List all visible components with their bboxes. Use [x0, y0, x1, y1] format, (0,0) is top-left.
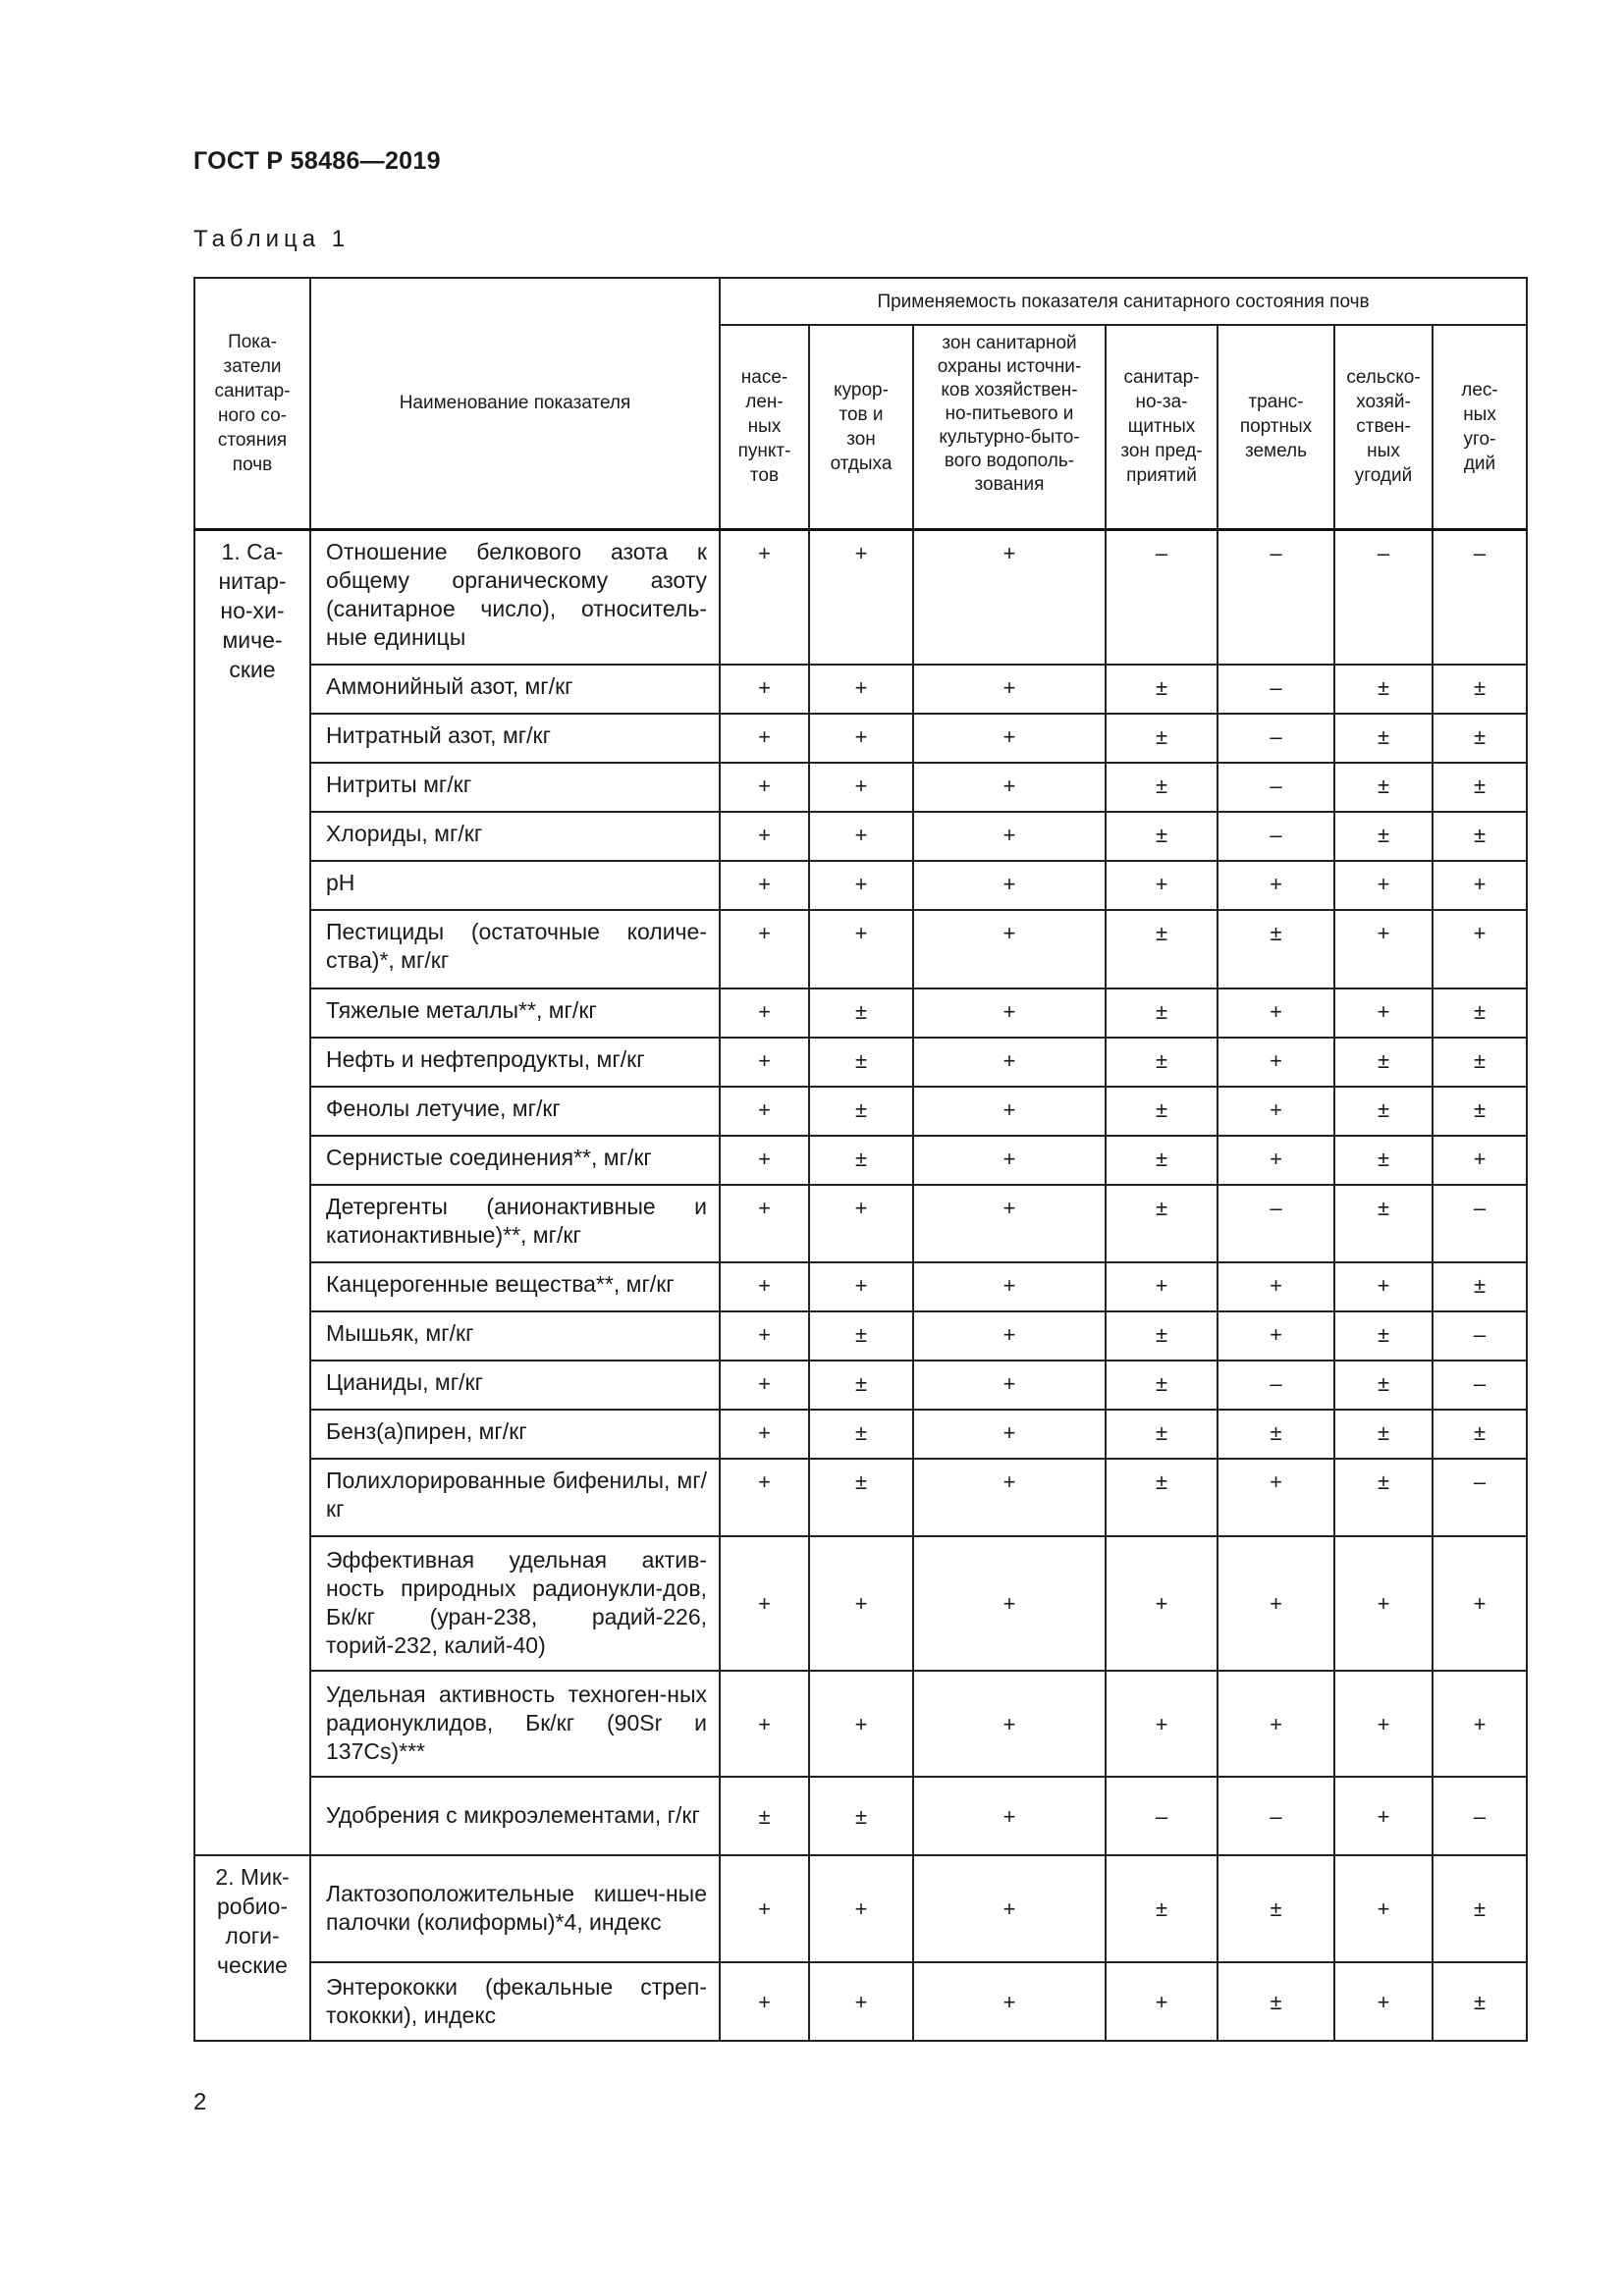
- applicability-cell: +: [720, 861, 809, 910]
- table-row: [194, 1962, 1527, 2041]
- indicator-name: pH: [310, 861, 720, 910]
- applicability-cell: +: [809, 763, 913, 812]
- table-row: [194, 988, 1527, 1038]
- indicator-name: Сернистые соединения**, мг/кг: [310, 1136, 720, 1185]
- applicability-cell: ±: [1218, 1855, 1334, 1962]
- header-sub-5: сельско- хозяй- ствен- ных угодий: [1334, 325, 1433, 529]
- applicability-cell: ±: [1433, 1087, 1527, 1136]
- applicability-cell: ±: [809, 1136, 913, 1185]
- applicability-cell: +: [1334, 1262, 1433, 1311]
- applicability-cell: ±: [1433, 988, 1527, 1038]
- applicability-cell: ±: [1106, 1855, 1218, 1962]
- group-label: 2. Мик- робио- логи- ческие: [194, 1855, 310, 2041]
- indicator-name: Нитриты мг/кг: [310, 763, 720, 812]
- applicability-cell: +: [913, 1311, 1106, 1361]
- applicability-cell: ±: [1433, 714, 1527, 763]
- applicability-cell: ±: [809, 1459, 913, 1536]
- applicability-cell: +: [913, 812, 1106, 861]
- applicability-cell: ±: [1334, 714, 1433, 763]
- page-number: 2: [193, 2089, 207, 2115]
- document-code: ГОСТ Р 58486—2019: [193, 147, 441, 175]
- applicability-cell: +: [809, 1855, 913, 1962]
- applicability-cell: ±: [809, 988, 913, 1038]
- applicability-cell: ±: [809, 1311, 913, 1361]
- applicability-cell: ±: [1334, 1459, 1433, 1536]
- applicability-cell: +: [720, 1671, 809, 1777]
- applicability-cell: ±: [1433, 763, 1527, 812]
- indicator-name: Нитратный азот, мг/кг: [310, 714, 720, 763]
- applicability-cell: ±: [1334, 1136, 1433, 1185]
- table-row: [194, 910, 1527, 988]
- applicability-cell: +: [913, 1038, 1106, 1087]
- applicability-cell: +: [1218, 1136, 1334, 1185]
- table-row: [194, 1136, 1527, 1185]
- applicability-cell: –: [1106, 529, 1218, 665]
- applicability-cell: ±: [1334, 1185, 1433, 1262]
- applicability-cell: –: [1433, 1361, 1527, 1410]
- applicability-cell: +: [809, 1262, 913, 1311]
- applicability-cell: +: [809, 1536, 913, 1671]
- applicability-cell: ±: [1433, 1410, 1527, 1459]
- applicability-cell: ±: [1218, 1410, 1334, 1459]
- applicability-cell: +: [1106, 1262, 1218, 1311]
- applicability-cell: ±: [1106, 988, 1218, 1038]
- table-row: [194, 1262, 1527, 1311]
- indicator-name: Хлориды, мг/кг: [310, 812, 720, 861]
- applicability-cell: +: [1334, 1777, 1433, 1855]
- table-row: [194, 665, 1527, 714]
- applicability-cell: ±: [1334, 1410, 1433, 1459]
- indicator-name: Канцерогенные вещества**, мг/кг: [310, 1262, 720, 1311]
- indicator-name: Аммонийный азот, мг/кг: [310, 665, 720, 714]
- applicability-cell: +: [1106, 1671, 1218, 1777]
- indicator-name: Эффективная удельная актив-ность природных радионукли-дов, Бк/кг (уран-238, радий-226, торий-232, калий-40): [310, 1536, 720, 1671]
- applicability-cell: +: [1334, 988, 1433, 1038]
- table-row: [194, 714, 1527, 763]
- applicability-cell: +: [1433, 1136, 1527, 1185]
- applicability-cell: ±: [1334, 812, 1433, 861]
- indicator-name: Цианиды, мг/кг: [310, 1361, 720, 1410]
- applicability-cell: +: [913, 1262, 1106, 1311]
- applicability-cell: –: [1106, 1777, 1218, 1855]
- applicability-cell: –: [1218, 714, 1334, 763]
- applicability-cell: +: [1334, 1855, 1433, 1962]
- applicability-cell: +: [720, 1962, 809, 2041]
- applicability-cell: ±: [1433, 1038, 1527, 1087]
- applicability-cell: +: [720, 812, 809, 861]
- table-row: [194, 763, 1527, 812]
- applicability-cell: +: [913, 1536, 1106, 1671]
- applicability-cell: +: [809, 665, 913, 714]
- header-applicability: Применяемость показателя санитарного состояния почв: [720, 278, 1527, 325]
- applicability-cell: +: [720, 1410, 809, 1459]
- applicability-cell: +: [1106, 861, 1218, 910]
- header-name-col: Наименование показателя: [310, 278, 720, 529]
- applicability-cell: ±: [1218, 1962, 1334, 2041]
- applicability-cell: +: [913, 1962, 1106, 2041]
- applicability-cell: +: [913, 665, 1106, 714]
- applicability-cell: +: [1218, 1671, 1334, 1777]
- applicability-cell: ±: [1106, 812, 1218, 861]
- applicability-cell: –: [1218, 1185, 1334, 1262]
- header-sub-1: курор- тов и зон отдыха: [809, 325, 913, 529]
- applicability-cell: ±: [809, 1410, 913, 1459]
- indicator-name: Лактозоположительные кишеч-ные палочки (колиформы)*4, индекс: [310, 1855, 720, 1962]
- applicability-cell: –: [1218, 812, 1334, 861]
- applicability-cell: +: [809, 861, 913, 910]
- indicator-name: Полихлорированные бифенилы, мг/кг: [310, 1459, 720, 1536]
- applicability-cell: +: [720, 1136, 809, 1185]
- applicability-cell: –: [1433, 1185, 1527, 1262]
- applicability-cell: +: [720, 1459, 809, 1536]
- applicability-cell: +: [809, 1671, 913, 1777]
- applicability-cell: +: [1218, 1459, 1334, 1536]
- applicability-cell: ±: [1106, 910, 1218, 988]
- applicability-cell: ±: [809, 1038, 913, 1087]
- applicability-cell: ±: [1334, 665, 1433, 714]
- table-row: [194, 1311, 1527, 1361]
- applicability-cell: +: [913, 988, 1106, 1038]
- applicability-cell: ±: [1433, 665, 1527, 714]
- applicability-cell: ±: [1433, 812, 1527, 861]
- applicability-cell: +: [1334, 1536, 1433, 1671]
- applicability-cell: ±: [1433, 1962, 1527, 2041]
- table-caption: Таблица 1: [193, 226, 351, 252]
- applicability-cell: +: [1433, 1536, 1527, 1671]
- applicability-cell: +: [913, 1087, 1106, 1136]
- applicability-cell: +: [913, 861, 1106, 910]
- applicability-cell: ±: [809, 1777, 913, 1855]
- applicability-cell: +: [913, 1855, 1106, 1962]
- applicability-cell: ±: [1433, 1262, 1527, 1311]
- applicability-cell: +: [720, 1536, 809, 1671]
- applicability-cell: +: [720, 1087, 809, 1136]
- applicability-cell: ±: [1334, 763, 1433, 812]
- applicability-cell: +: [1218, 861, 1334, 910]
- applicability-cell: ±: [1106, 763, 1218, 812]
- applicability-cell: +: [809, 1185, 913, 1262]
- applicability-cell: –: [1433, 1311, 1527, 1361]
- applicability-cell: +: [913, 1777, 1106, 1855]
- table-row: [194, 1671, 1527, 1777]
- applicability-cell: –: [1433, 1459, 1527, 1536]
- applicability-cell: ±: [1334, 1038, 1433, 1087]
- header-sub-3: санитар- но-за- щитных зон пред- приятий: [1106, 325, 1218, 529]
- applicability-cell: +: [809, 529, 913, 665]
- applicability-cell: –: [1218, 529, 1334, 665]
- applicability-cell: +: [720, 988, 809, 1038]
- applicability-cell: ±: [1106, 714, 1218, 763]
- table-row: [194, 1087, 1527, 1136]
- applicability-cell: +: [913, 910, 1106, 988]
- applicability-cell: ±: [1334, 1361, 1433, 1410]
- applicability-cell: –: [1218, 763, 1334, 812]
- applicability-cell: ±: [1334, 1087, 1433, 1136]
- applicability-cell: +: [720, 1262, 809, 1311]
- applicability-cell: +: [720, 529, 809, 665]
- applicability-cell: +: [809, 714, 913, 763]
- indicator-name: Тяжелые металлы**, мг/кг: [310, 988, 720, 1038]
- applicability-cell: –: [1218, 665, 1334, 714]
- applicability-cell: +: [720, 1361, 809, 1410]
- applicability-cell: +: [809, 910, 913, 988]
- header-sub-6: лес- ных уго- дий: [1433, 325, 1527, 529]
- applicability-cell: +: [913, 1671, 1106, 1777]
- applicability-cell: ±: [1334, 1311, 1433, 1361]
- applicability-cell: +: [913, 1410, 1106, 1459]
- table-row: [194, 1185, 1527, 1262]
- applicability-cell: +: [720, 714, 809, 763]
- applicability-cell: ±: [1106, 1361, 1218, 1410]
- applicability-cell: +: [1334, 910, 1433, 988]
- applicability-cell: +: [720, 1855, 809, 1962]
- table-row: [194, 1777, 1527, 1855]
- header-sub-2: зон санитарной охраны источни- ков хозяйствен- но-питьевого и культурно-быто- вого водополь- зования: [913, 325, 1106, 529]
- indicator-name: Удобрения с микроэлементами, г/кг: [310, 1777, 720, 1855]
- table-row: [194, 1038, 1527, 1087]
- indicator-name: Мышьяк, мг/кг: [310, 1311, 720, 1361]
- applicability-cell: +: [1218, 1038, 1334, 1087]
- applicability-cell: +: [720, 665, 809, 714]
- applicability-cell: +: [913, 529, 1106, 665]
- applicability-cell: +: [1218, 1311, 1334, 1361]
- applicability-cell: +: [913, 1185, 1106, 1262]
- group-label: 1. Са- нитар- но-хи- миче- ские: [194, 529, 310, 1855]
- applicability-cell: +: [1218, 1262, 1334, 1311]
- applicability-cell: +: [720, 1311, 809, 1361]
- indicator-name: Детергенты (анионактивные и катионактивные)**, мг/кг: [310, 1185, 720, 1262]
- applicability-cell: +: [913, 1136, 1106, 1185]
- header-sub-0: насе- лен- ных пункт- тов: [720, 325, 809, 529]
- applicability-cell: +: [809, 1962, 913, 2041]
- applicability-cell: ±: [1106, 1038, 1218, 1087]
- applicability-table: [193, 277, 1528, 2042]
- header-sub-4: транс- портных земель: [1218, 325, 1334, 529]
- applicability-cell: ±: [1106, 1087, 1218, 1136]
- applicability-cell: +: [1218, 1087, 1334, 1136]
- applicability-cell: +: [1334, 1962, 1433, 2041]
- applicability-cell: +: [913, 1459, 1106, 1536]
- table-row: [194, 1855, 1527, 1962]
- table-row: [194, 812, 1527, 861]
- indicator-name: Удельная активность техноген-ных радионуклидов, Бк/кг (90Sr и 137Cs)***: [310, 1671, 720, 1777]
- table-row: [194, 1361, 1527, 1410]
- table-row: [194, 1536, 1527, 1671]
- applicability-cell: +: [1218, 988, 1334, 1038]
- applicability-cell: –: [1433, 529, 1527, 665]
- applicability-cell: +: [913, 763, 1106, 812]
- applicability-cell: ±: [1106, 665, 1218, 714]
- applicability-cell: –: [1433, 1777, 1527, 1855]
- applicability-cell: ±: [1106, 1459, 1218, 1536]
- indicator-name: Фенолы летучие, мг/кг: [310, 1087, 720, 1136]
- applicability-cell: +: [1218, 1536, 1334, 1671]
- indicator-name: Отношение белкового азота к общему органическому азоту (санитарное число), относитель-ные единицы: [310, 529, 720, 665]
- applicability-cell: +: [720, 1038, 809, 1087]
- applicability-cell: ±: [1218, 910, 1334, 988]
- applicability-cell: –: [1218, 1361, 1334, 1410]
- applicability-cell: +: [720, 1185, 809, 1262]
- table-row: [194, 861, 1527, 910]
- table-row: [194, 1410, 1527, 1459]
- applicability-cell: ±: [809, 1361, 913, 1410]
- table-row: [194, 529, 1527, 665]
- applicability-cell: +: [1433, 1671, 1527, 1777]
- applicability-cell: +: [1106, 1536, 1218, 1671]
- applicability-cell: +: [1106, 1962, 1218, 2041]
- applicability-cell: –: [1334, 529, 1433, 665]
- indicator-name: Энтерококки (фекальные стреп-тококки), индекс: [310, 1962, 720, 2041]
- header-group-col: Пока- затели санитар- ного со- стояния почв: [194, 278, 310, 529]
- applicability-cell: ±: [720, 1777, 809, 1855]
- applicability-cell: +: [913, 714, 1106, 763]
- applicability-cell: +: [1334, 861, 1433, 910]
- applicability-cell: +: [1433, 861, 1527, 910]
- applicability-cell: +: [720, 763, 809, 812]
- applicability-cell: ±: [809, 1087, 913, 1136]
- indicator-name: Нефть и нефтепродукты, мг/кг: [310, 1038, 720, 1087]
- applicability-cell: ±: [1106, 1410, 1218, 1459]
- applicability-cell: –: [1218, 1777, 1334, 1855]
- table-row: [194, 1459, 1527, 1536]
- applicability-cell: +: [1334, 1671, 1433, 1777]
- applicability-cell: +: [913, 1361, 1106, 1410]
- applicability-cell: ±: [1433, 1855, 1527, 1962]
- applicability-cell: +: [1433, 910, 1527, 988]
- applicability-cell: ±: [1106, 1185, 1218, 1262]
- indicator-name: Пестициды (остаточные количе-ства)*, мг/кг: [310, 910, 720, 988]
- applicability-cell: ±: [1106, 1136, 1218, 1185]
- applicability-cell: +: [720, 910, 809, 988]
- applicability-cell: ±: [1106, 1311, 1218, 1361]
- indicator-name: Бенз(а)пирен, мг/кг: [310, 1410, 720, 1459]
- applicability-cell: +: [809, 812, 913, 861]
